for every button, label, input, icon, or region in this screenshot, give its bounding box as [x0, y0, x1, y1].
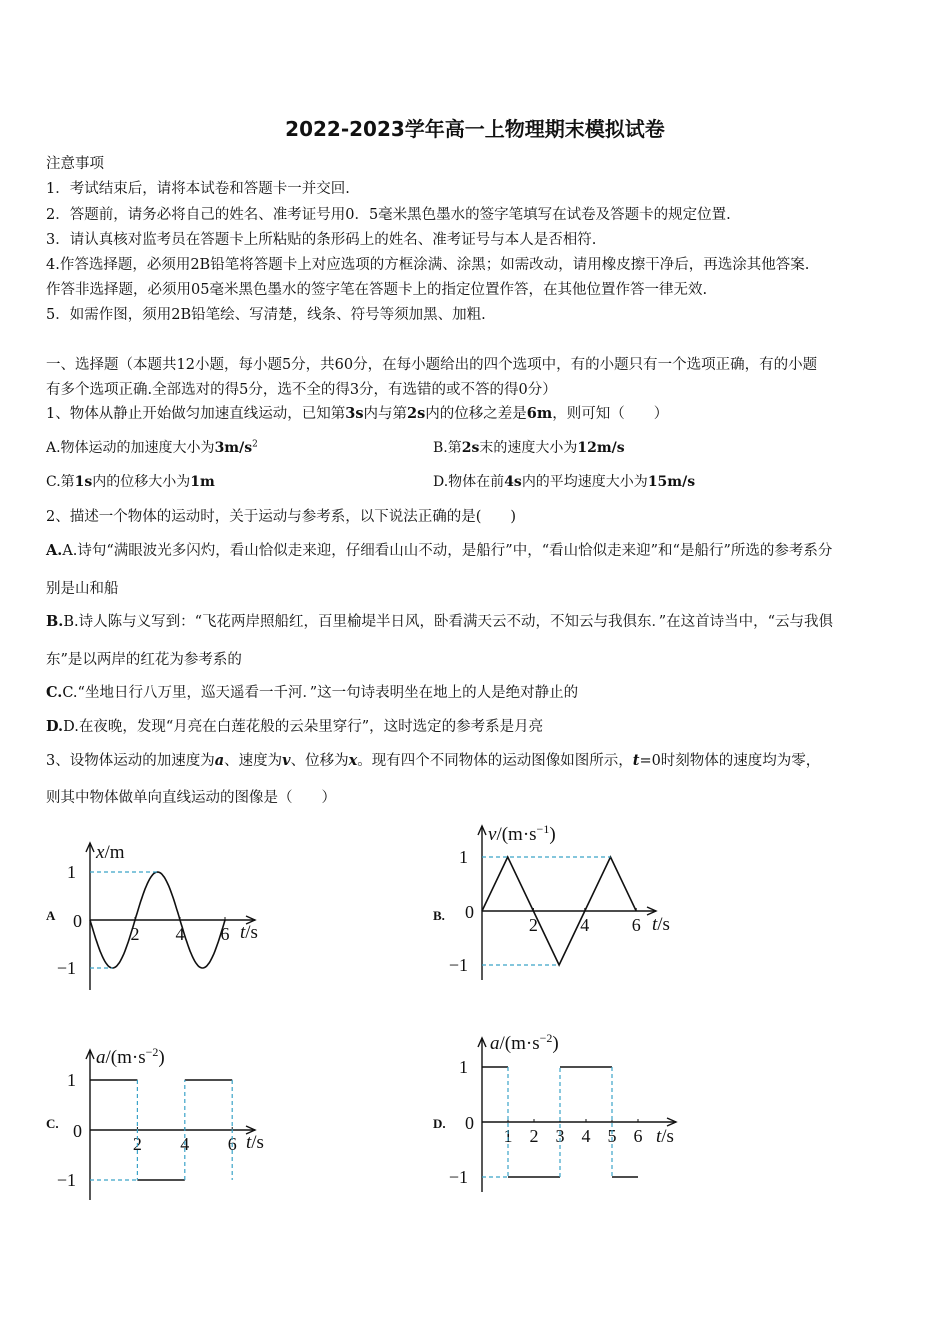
y-tick-label: −1: [448, 955, 468, 975]
notice-item: 1．考试结束后，请将本试卷和答题卡一并交回.: [46, 181, 350, 197]
q2-option-c[interactable]: C.C.“坐地日行八万里，巡天遥看一千河．”这一句诗表明坐在地上的人是绝对静止的: [46, 684, 579, 701]
notice-item: 作答非选择题，必须用05毫米黑色墨水的签字笔在答题卡上的指定位置作答，在其他位置作答一律无效.: [46, 282, 708, 298]
q1-option-b[interactable]: B.第2s末的速度大小为12m/s: [433, 440, 625, 456]
y-axis-label: x/m: [96, 842, 125, 863]
page-title: 2022-2023学年高一上物理期末模拟试卷: [285, 117, 665, 141]
q1-option-d[interactable]: D.物体在前4s内的平均速度大小为15m/s: [433, 474, 696, 490]
q2-option-d[interactable]: D.D.在夜晚，发现“月亮在白莲花般的云朵里穿行”，这时选定的参考系是月亮: [46, 718, 544, 735]
x-tick-label: 2: [132, 1134, 142, 1154]
x-axis-label: t/s: [240, 922, 258, 943]
graph-option-label: A: [46, 908, 56, 923]
y-tick-label: −1: [56, 958, 76, 978]
x-axis-label: t/s: [652, 914, 670, 935]
y-axis-label: $v/(m\cdot s^{-1})$: [488, 822, 556, 845]
q2-option-a-cont: 别是山和船: [46, 581, 119, 597]
y-tick-label: 1: [67, 1070, 76, 1090]
q1-option-c[interactable]: C.第1s内的位移大小为1m: [46, 474, 215, 490]
y-tick-label: −1: [56, 1170, 76, 1190]
graph-option-label: C.: [46, 1116, 59, 1131]
notice-item: 3．请认真核对监考员在答题卡上所粘贴的条形码上的姓名、准考证号与本人是否相符.: [46, 232, 597, 248]
q2-stem: 2、描述一个物体的运动时，关于运动与参考系，以下说法正确的是( ): [46, 509, 517, 525]
x-tick-label: 1: [503, 1126, 513, 1146]
x-tick-label: 6: [633, 1126, 643, 1146]
notice-item: 2．答题前，请务必将自己的姓名、准考证号用0．5毫米黑色墨水的签字笔填写在试卷及答题卡的规定位置.: [46, 207, 731, 223]
x-tick-label: 5: [607, 1126, 617, 1146]
notice-item: 5．如需作图，须用2B铅笔绘、写清楚，线条、符号等须加黑、加粗.: [46, 307, 486, 323]
x-tick-label: 4: [180, 1134, 190, 1154]
graph-option-label: D.: [433, 1116, 446, 1131]
x-tick-label: 2: [528, 915, 538, 935]
y-tick-label: 0: [73, 1121, 82, 1141]
x-tick-label: 3: [555, 1126, 565, 1146]
y-tick-label: 0: [465, 1113, 474, 1133]
y-tick-label: 0: [73, 911, 82, 931]
x-tick-label: 6: [631, 915, 641, 935]
y-tick-label: 1: [67, 862, 76, 882]
q1-option-a[interactable]: A.物体运动的加速度大小为$3m/s^2$: [46, 439, 258, 456]
x-tick-label: 2: [529, 1126, 539, 1146]
section-header-line: 有多个选项正确.全部选对的得5分，选不全的得3分，有选错的或不答的得0分）: [46, 382, 557, 398]
x-tick-label: 4: [175, 924, 185, 944]
q3-stem-cont: 则其中物体做单向直线运动的图像是（ ）: [46, 790, 336, 806]
y-tick-label: −1: [448, 1167, 468, 1187]
notice-item: 4.作答选择题，必须用2B铅笔将答题卡上对应选项的方框涂满、涂黑；如需改动，请用橡皮擦干净后，再选涂其他答案.: [46, 257, 810, 273]
y-axis-label: $a/(m\cdot s^{-2})$: [96, 1045, 165, 1068]
graph-option-label: B.: [433, 908, 445, 923]
y-tick-label: 1: [459, 847, 468, 867]
q3-stem: 3、设物体运动的加速度为a、速度为v、位移为x。现有四个不同物体的运动图像如图所示，t=0时刻物体的速度均为零，: [46, 752, 821, 769]
y-axis-label: $a/(m\cdot s^{-2})$: [490, 1031, 559, 1054]
y-tick-label: 1: [459, 1057, 468, 1077]
q1-stem: 1、物体从静止开始做匀加速直线运动，已知第3s内与第2s内的位移之差是6m，则可知（ ）: [46, 405, 669, 422]
q2-option-b[interactable]: B.B.诗人陈与义写到：“飞花两岸照船红，百里榆堤半日风，卧看满天云不动，不知云与我俱东．”在这首诗当中，“云与我俱: [46, 613, 834, 630]
q2-option-b-cont: 东”是以两岸的红花为参考系的: [46, 652, 242, 668]
x-tick-label: 4: [580, 915, 590, 935]
y-tick-label: 0: [465, 902, 474, 922]
x-axis-label: t/s: [246, 1132, 264, 1153]
section-header-line: 一、选择题（本题共12小题，每小题5分，共60分，在每小题给出的四个选项中，有的小题只有一个选项正确，有的小题: [46, 357, 818, 373]
x-tick-label: 6: [227, 1134, 237, 1154]
x-tick-label: 6: [220, 924, 230, 944]
x-tick-label: 4: [581, 1126, 591, 1146]
x-tick-label: 2: [130, 924, 140, 944]
q2-option-a[interactable]: A.A.诗句“满眼波光多闪灼，看山恰似走来迎，仔细看山山不动，是船行”中，“看山恰似走来迎”和“是船行”所选的参考系分: [46, 542, 833, 559]
x-axis-label: t/s: [656, 1126, 674, 1147]
notice-heading: 注意事项: [46, 156, 104, 172]
